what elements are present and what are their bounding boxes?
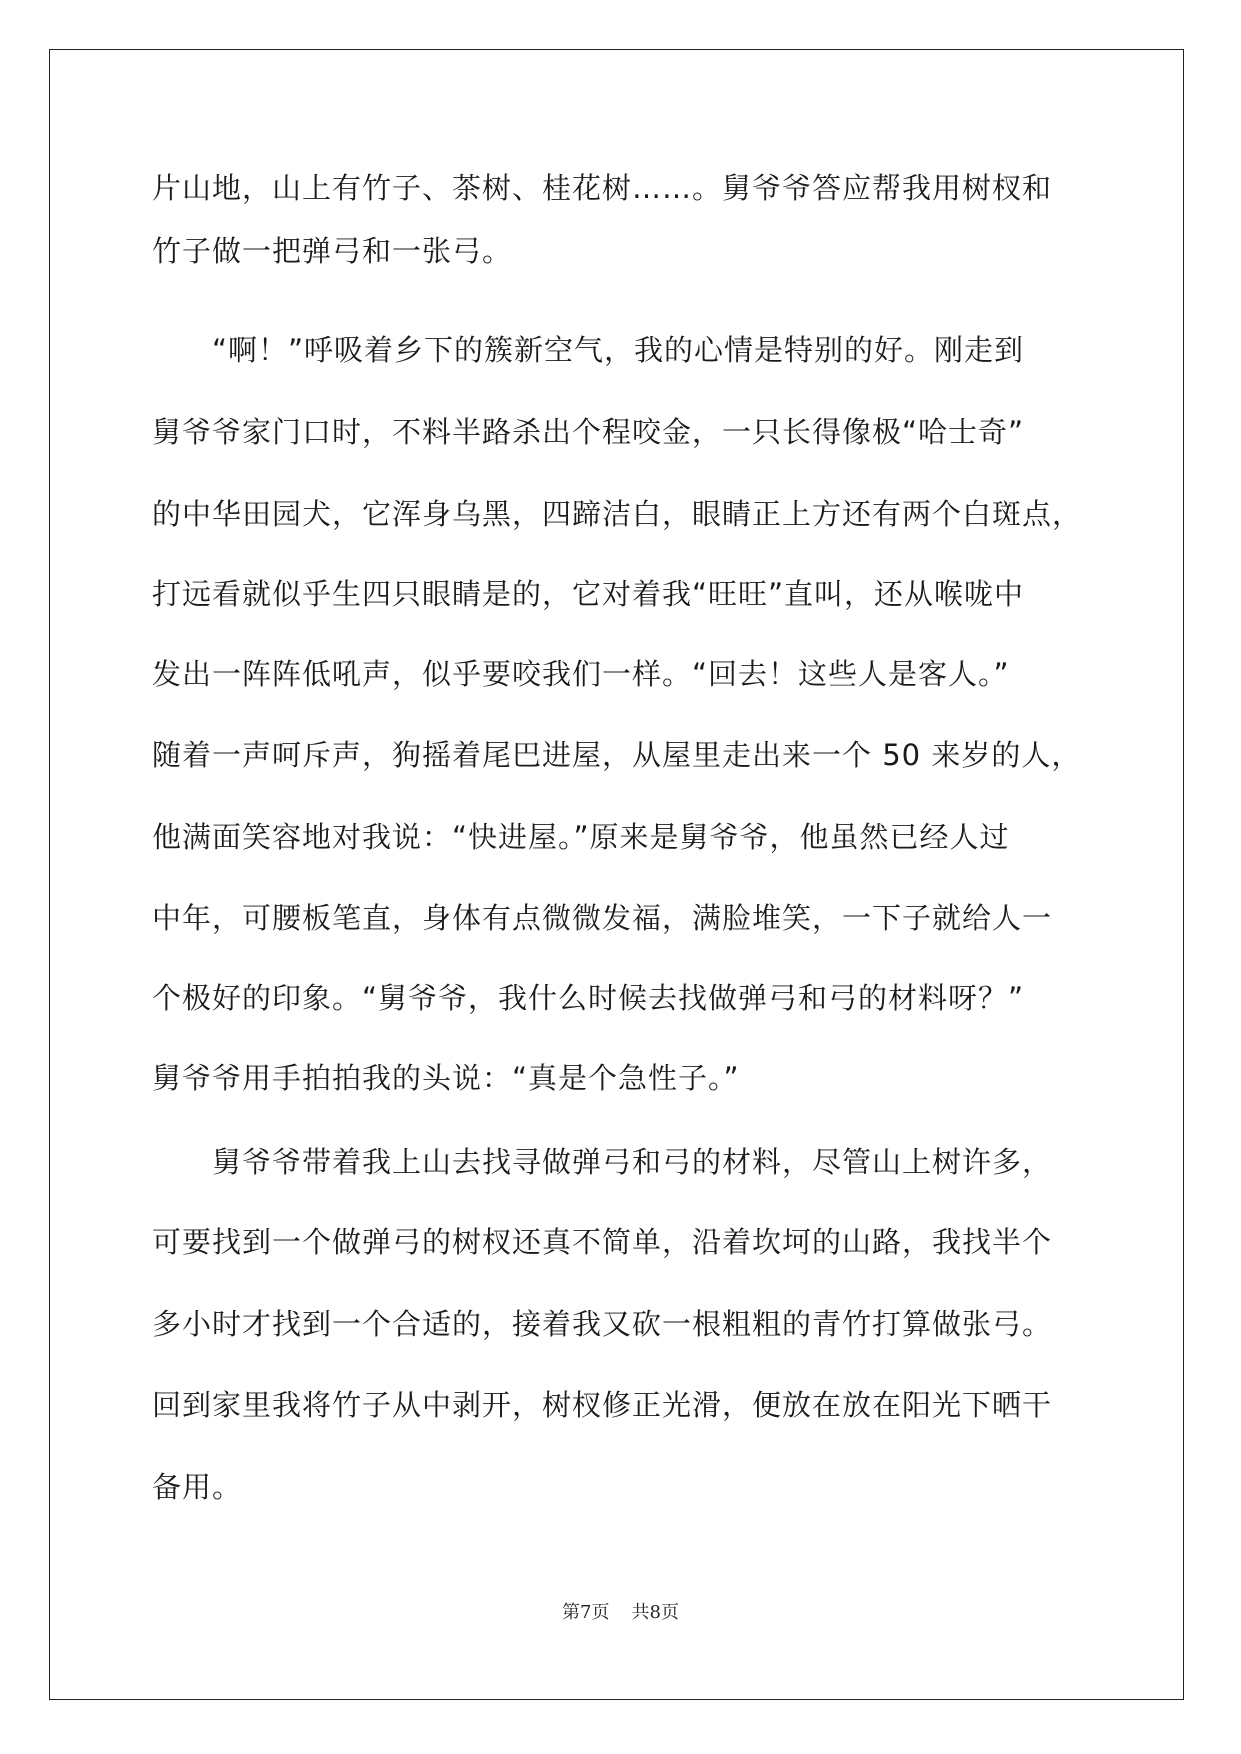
text-line: 可要找到一个做弹弓的树杈还真不简单，沿着坎坷的山路，我找半个 bbox=[152, 1225, 1053, 1259]
text-line: 随着一声呵斥声，狗摇着尾巴进屋，从屋里走出来一个 50 来岁的人， bbox=[152, 738, 1082, 772]
text-line: 舅爷爷带着我上山去找寻做弹弓和弓的材料，尽管山上树许多， bbox=[212, 1145, 1053, 1179]
text-line: 个极好的印象。“舅爷爷，我什么时候去找做弹弓和弓的材料呀？” bbox=[152, 981, 1025, 1015]
text-line: 片山地，山上有竹子、茶树、桂花树……。舅爷爷答应帮我用树杈和 bbox=[152, 171, 1053, 205]
text-line: 竹子做一把弹弓和一张弓。 bbox=[152, 234, 513, 268]
text-line: 他满面笑容地对我说：“快进屋。”原来是舅爷爷，他虽然已经人过 bbox=[152, 820, 1010, 854]
text-line: 中年，可腰板笔直，身体有点微微发福，满脸堆笑，一下子就给人一 bbox=[152, 901, 1053, 935]
text-line: 的中华田园犬，它浑身乌黑，四蹄洁白，眼睛正上方还有两个白斑点， bbox=[152, 497, 1083, 531]
page-number: 第7页 bbox=[562, 1602, 610, 1623]
text-line: “啊！”呼吸着乡下的簇新空气，我的心情是特别的好。刚走到 bbox=[212, 333, 1025, 367]
text-line: 备用。 bbox=[152, 1470, 243, 1504]
text-line: 发出一阵阵低吼声，似乎要咬我们一样。“回去！这些人是客人。” bbox=[152, 657, 1010, 691]
text-line: 舅爷爷家门口时，不料半路杀出个程咬金，一只长得像极“哈士奇” bbox=[152, 415, 1025, 449]
text-line: 打远看就似乎生四只眼睛是的，它对着我“旺旺”直叫，还从喉咙中 bbox=[152, 577, 1025, 611]
page-footer bbox=[0, 1598, 1241, 1624]
text-line: 多小时才找到一个合适的，接着我又砍一根粗粗的青竹打算做张弓。 bbox=[152, 1307, 1053, 1341]
page-total: 共8页 bbox=[631, 1602, 679, 1623]
page-border bbox=[49, 49, 1184, 1700]
text-line: 舅爷爷用手拍拍我的头说：“真是个急性子。” bbox=[152, 1061, 740, 1095]
text-line: 回到家里我将竹子从中剥开，树杈修正光滑，便放在放在阳光下晒干 bbox=[152, 1388, 1053, 1422]
